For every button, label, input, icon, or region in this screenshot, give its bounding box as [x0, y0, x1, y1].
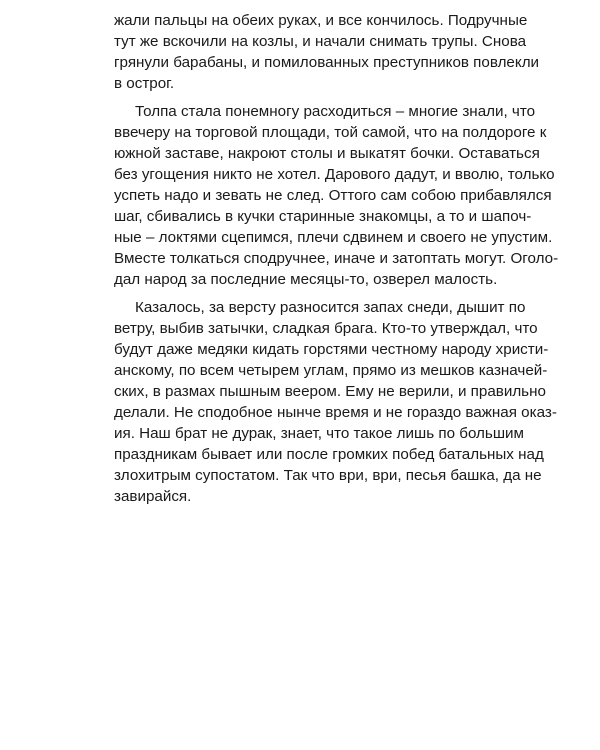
text-line: жали пальцы на обеих руках, и все кончилось. Подручные [114, 12, 528, 29]
text-line: злохитрым супостатом. Так что ври, ври, песья башка, да не [114, 467, 542, 484]
text-line: Казалось, за версту разносится запах снеди, дышит по [135, 299, 526, 316]
text-line: ских, в размах пышным веером. Ему не верили, и правильно [114, 383, 546, 400]
paragraph-gap [114, 94, 517, 101]
paragraph-gap [114, 290, 517, 297]
text-line: грянули барабаны, и помилованных преступников повлекли [114, 54, 540, 71]
text-line: ия. Наш брат не дурак, знает, что такое лишь по большим [114, 425, 524, 442]
text-line: шаг, сбивались в кучки старинные знакомцы, а то и шапоч- [114, 208, 532, 225]
text-line: ветру, выбив затычки, сладкая брага. Кто-то утверждал, что [114, 320, 538, 337]
text-line: успеть надо и зевать не след. Оттого сам собою прибавлялся [114, 187, 552, 204]
text-line: без угощения никто не хотел. Дарового дадут, и вволю, только [114, 166, 555, 183]
text-block [114, 10, 559, 507]
paragraph [114, 297, 557, 507]
text-line: южной заставе, накроют столы и выкатят бочки. Оставаться [114, 145, 540, 162]
text-line: анскому, по всем четырем углам, прямо из мешков казначей- [114, 362, 548, 379]
text-line: Толпа стала понемногу расходиться – многие знали, что [135, 103, 536, 120]
text-line: будут даже медяки кидать горстями честному народу христи- [114, 341, 549, 358]
text-line: праздникам бывает или после громких побед батальных над [114, 446, 544, 463]
text-line: ввечеру на торговой площади, той самой, что на полдороге к [114, 124, 547, 141]
text-line: делали. Не сподобное нынче время и не гораздо важная оказ- [114, 404, 557, 421]
paragraph [114, 10, 540, 94]
text-line: в острог. [114, 75, 175, 92]
text-line: Вместе толкаться сподручнее, иначе и затоптать могут. Оголо- [114, 250, 559, 267]
text-line: ные – локтями сцепимся, плечи сдвинем и своего не упустим. [114, 229, 553, 246]
text-line: дал народ за последние месяцы-то, озверел малость. [114, 271, 498, 288]
paragraph [114, 101, 559, 290]
text-line: тут же вскочили на козлы, и начали снимать трупы. Снова [114, 33, 527, 50]
text-line: завирайся. [114, 488, 192, 505]
